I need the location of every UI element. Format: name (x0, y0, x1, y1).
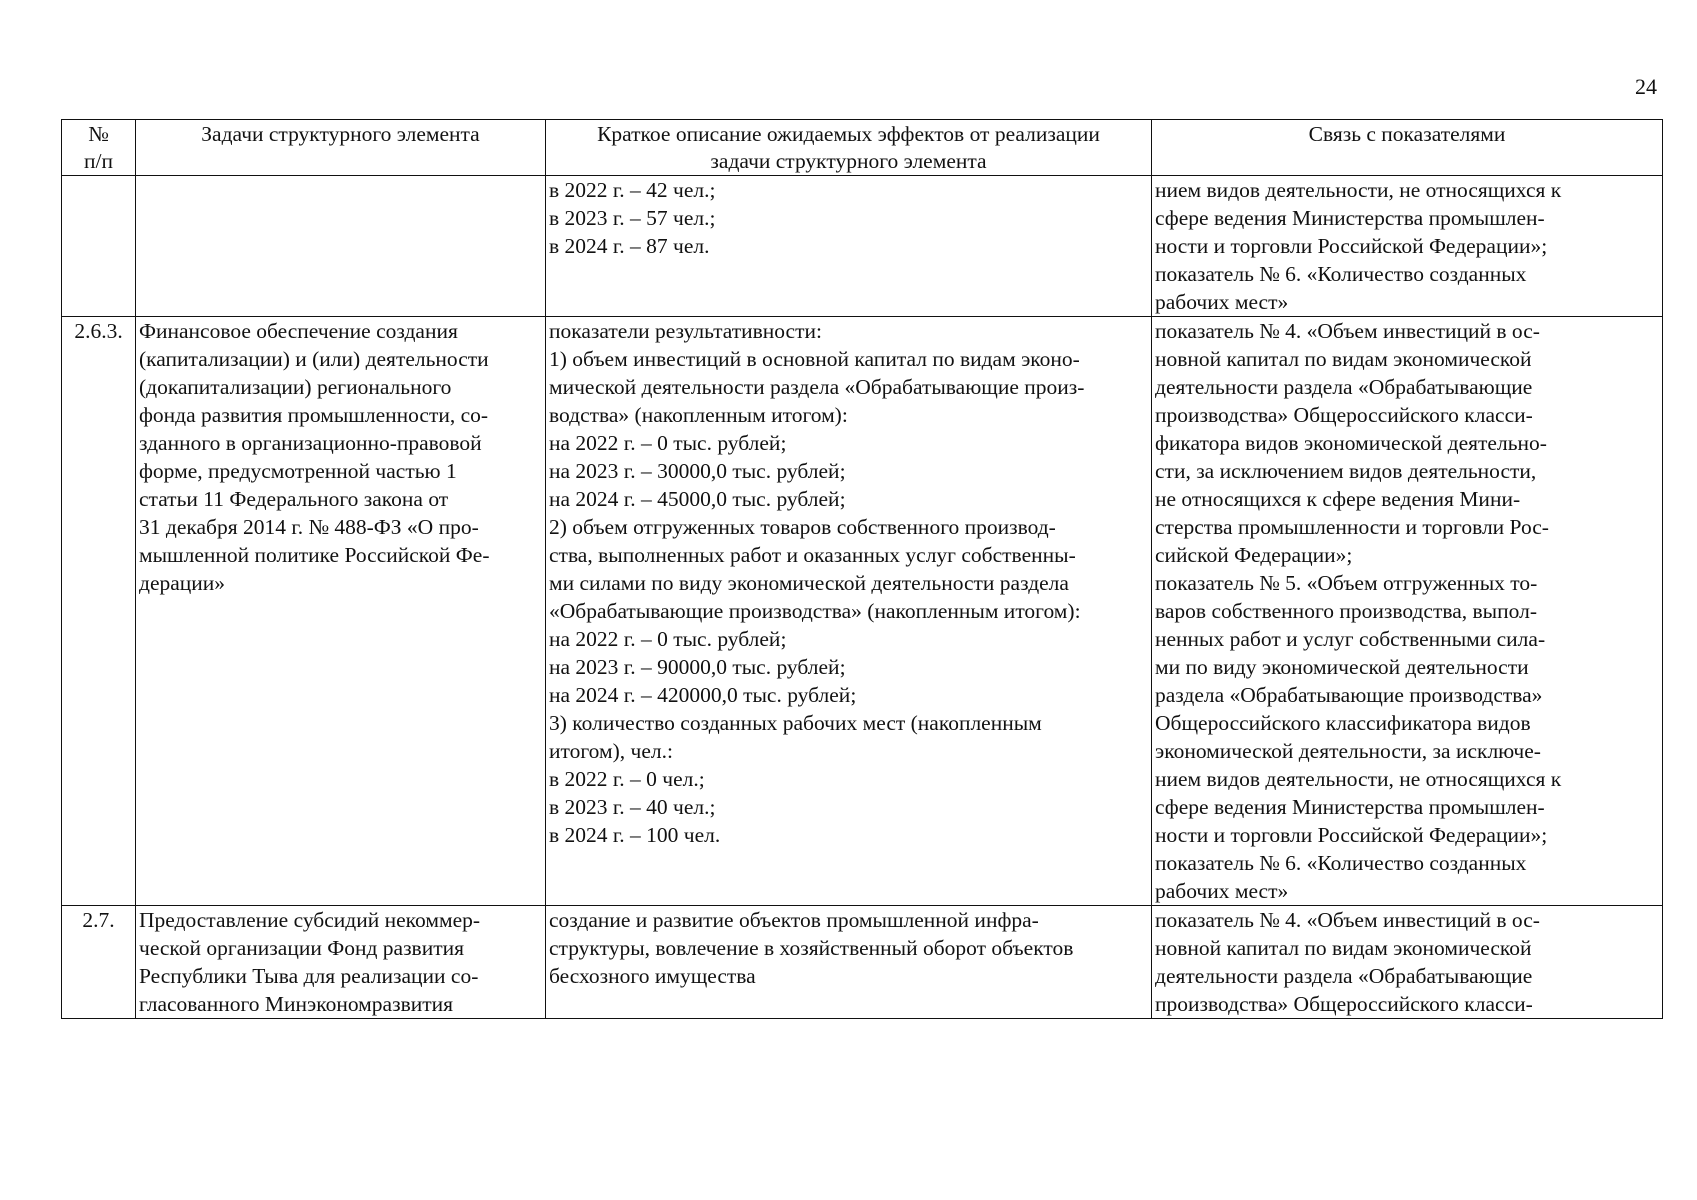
table-row (62, 176, 1663, 317)
text-line: № (88, 122, 109, 146)
text-line: в 2022 г. – 42 чел.; (549, 178, 716, 202)
task-cell (136, 906, 546, 1019)
text-line: на 2024 г. – 45000,0 тыс. рублей; (549, 487, 846, 511)
table-row (62, 317, 1663, 906)
text-line: «Обрабатывающие производства» (накопленным итогом): (549, 599, 1081, 623)
text-line: показатели результативности: (549, 319, 822, 343)
text-line: в 2024 г. – 87 чел. (549, 234, 710, 258)
text-line: ми по виду экономической деятельности (1155, 655, 1529, 679)
text-line: деятельности раздела «Обрабатывающие (1155, 964, 1533, 988)
text-line: сийской Федерации»; (1155, 543, 1353, 567)
indicators-cell (1152, 906, 1663, 1019)
row-number (62, 176, 136, 317)
text-line: (докапитализации) регионального (139, 375, 452, 399)
text-line: Предоставление субсидий некоммер- (139, 908, 481, 932)
text-line: производства» Общероссийского класси- (1155, 403, 1533, 427)
text-line: показатель № 6. «Количество созданных (1155, 851, 1527, 875)
text-line: Финансовое обеспечение создания (139, 319, 458, 343)
text-line: показатель № 6. «Количество созданных (1155, 262, 1527, 286)
text-line: рабочих мест» (1155, 879, 1289, 903)
row-number: 2.7. (62, 906, 136, 1019)
text-line: новной капитал по видам экономической (1155, 936, 1532, 960)
text-line: статьи 11 Федерального закона от (139, 487, 449, 511)
text-line: на 2023 г. – 90000,0 тыс. рублей; (549, 655, 846, 679)
text-line: ческой организации Фонд развития (139, 936, 465, 960)
text-line: деятельности раздела «Обрабатывающие (1155, 375, 1533, 399)
text-line: 1) объем инвестиций в основной капитал по видам эконо- (549, 347, 1080, 371)
text-line: ненных работ и услуг собственными сила- (1155, 627, 1546, 651)
text-line: показатель № 4. «Объем инвестиций в ос- (1155, 908, 1540, 932)
text-line: рабочих мест» (1155, 290, 1289, 314)
text-line: форме, предусмотренной частью 1 (139, 459, 457, 483)
text-line: на 2022 г. – 0 тыс. рублей; (549, 627, 787, 651)
text-line: водства» (накопленным итогом): (549, 403, 848, 427)
text-line: задачи структурного элемента (710, 149, 987, 173)
text-line: Задачи структурного элемента (201, 122, 480, 146)
text-line: фонда развития промышленности, со- (139, 403, 489, 427)
header-num (62, 120, 136, 176)
text-line: ми силами по виду экономической деятельности раздела (549, 571, 1069, 595)
text-line: в 2023 г. – 57 чел.; (549, 206, 716, 230)
text-line: в 2023 г. – 40 чел.; (549, 795, 716, 819)
text-line: производства» Общероссийского класси- (1155, 992, 1533, 1016)
page-number: 24 (1635, 74, 1657, 99)
task-cell (136, 176, 546, 317)
text-line: фикатора видов экономической деятельно- (1155, 431, 1547, 455)
text-line: стерства промышленности и торговли Рос- (1155, 515, 1549, 539)
text-line: дерации» (139, 571, 226, 595)
text-line: показатель № 4. «Объем инвестиций в ос- (1155, 319, 1540, 343)
text-line: Краткое описание ожидаемых эффектов от реализации (597, 122, 1100, 146)
text-line: структуры, вовлечение в хозяйственный оборот объектов (549, 936, 1074, 960)
text-line: на 2023 г. – 30000,0 тыс. рублей; (549, 459, 846, 483)
text-line: новной капитал по видам экономической (1155, 347, 1532, 371)
effects-cell (546, 906, 1152, 1019)
text-line: ности и торговли Российской Федерации»; (1155, 823, 1548, 847)
text-line: гласованного Минэкономразвития (139, 992, 454, 1016)
text-line: не относящихся к сфере ведения Мини- (1155, 487, 1521, 511)
text-line: мышленной политике Российской Фе- (139, 543, 490, 567)
text-line: в 2024 г. – 100 чел. (549, 823, 721, 847)
indicators-cell (1152, 317, 1663, 906)
text-line: создание и развитие объектов промышленной инфра- (549, 908, 1039, 932)
text-line: Общероссийского классификатора видов (1155, 711, 1531, 735)
text-line: сфере ведения Министерства промышлен- (1155, 795, 1545, 819)
text-line: 2) объем отгруженных товаров собственного производ- (549, 515, 1056, 539)
row-number: 2.6.3. (62, 317, 136, 906)
header-link (1152, 120, 1663, 176)
text-line: бесхозного имущества (549, 964, 756, 988)
text-line: раздела «Обрабатывающие производства» (1155, 683, 1543, 707)
text-line: экономической деятельности, за исключе- (1155, 739, 1541, 763)
text-line: мической деятельности раздела «Обрабатывающие произ- (549, 375, 1085, 399)
text-line: ства, выполненных работ и оказанных услуг собственны- (549, 543, 1076, 567)
indicators-cell (1152, 176, 1663, 317)
text-line: итогом), чел.: (549, 739, 673, 763)
text-line: в 2022 г. – 0 чел.; (549, 767, 705, 791)
text-line: 31 декабря 2014 г. № 488-ФЗ «О про- (139, 515, 479, 539)
text-line: Связь с показателями (1308, 122, 1506, 146)
text-line: показатель № 5. «Объем отгруженных то- (1155, 571, 1538, 595)
text-line: Республики Тыва для реализации со- (139, 964, 479, 988)
header-desc (546, 120, 1152, 176)
text-line: варов собственного производства, выпол- (1155, 599, 1537, 623)
text-line: нием видов деятельности, не относящихся к (1155, 767, 1562, 791)
table-row (62, 906, 1663, 1019)
text-line: 3) количество созданных рабочих мест (накопленным (549, 711, 1042, 735)
program-tasks-table (61, 119, 1663, 1019)
text-line: п/п (84, 149, 113, 173)
header-task (136, 120, 546, 176)
text-line: сти, за исключением видов деятельности, (1155, 459, 1537, 483)
table-header-row (62, 120, 1663, 176)
text-line: (капитализации) и (или) деятельности (139, 347, 489, 371)
text-line: на 2024 г. – 420000,0 тыс. рублей; (549, 683, 857, 707)
text-line: на 2022 г. – 0 тыс. рублей; (549, 431, 787, 455)
text-line: сфере ведения Министерства промышлен- (1155, 206, 1545, 230)
text-line: ности и торговли Российской Федерации»; (1155, 234, 1548, 258)
task-cell (136, 317, 546, 906)
text-line: нием видов деятельности, не относящихся к (1155, 178, 1562, 202)
text-line: зданного в организационно-правовой (139, 431, 482, 455)
effects-cell (546, 317, 1152, 906)
effects-cell (546, 176, 1152, 317)
